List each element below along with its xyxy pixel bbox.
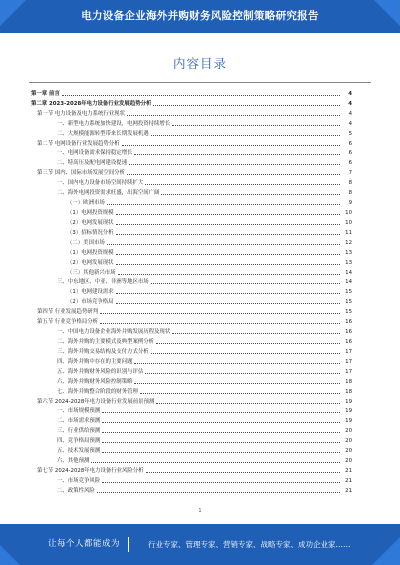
toc-leader-dots <box>145 372 340 374</box>
toc-entry[interactable] <box>31 325 352 335</box>
toc-entry[interactable] <box>31 226 352 236</box>
toc-entry[interactable] <box>31 395 352 405</box>
toc-entry[interactable] <box>31 276 352 286</box>
toc-entry-label: 一、中国电力设备企业海外并购发展历程及现状 <box>57 329 171 336</box>
toc-entry-label: 二、市场需求预测 <box>57 418 101 425</box>
toc-entry-label: （2）电网发展现状 <box>67 219 114 226</box>
toc-leader-dots <box>153 104 340 106</box>
toc-entry[interactable] <box>31 444 352 454</box>
toc-leader-dots <box>151 134 340 136</box>
toc-entry-label: 第二章 2023-2028年电力设备行业发展趋势分析 <box>31 100 152 107</box>
report-title: 电力设备企业海外并购财务风险控制策略研究报告 <box>81 10 319 22</box>
toc-entry-page: 10 <box>345 219 352 226</box>
toc-entry-page: 21 <box>345 477 352 484</box>
header-corner-decoration <box>374 0 400 26</box>
toc-entry-label: 六、海外并购财务风险控制策略 <box>57 378 133 385</box>
toc-entry-label: （3）招标情况分析 <box>67 229 114 236</box>
toc-entry[interactable] <box>31 186 352 196</box>
toc-entry-label: 五、技术发展预测 <box>57 448 101 455</box>
toc-entry-page: 14 <box>345 269 352 276</box>
toc-entry-label: 第二节 电网设备行业发展趋势分析 <box>37 140 120 147</box>
toc-entry-page: 11 <box>345 229 352 236</box>
toc-leader-dots <box>122 144 340 146</box>
toc-entry-page: 20 <box>345 458 352 465</box>
toc-entry-label: 一、新型电力系统加快建设，电网投资持续增长 <box>57 120 171 127</box>
toc-leader-dots <box>107 203 340 205</box>
toc-leader-dots <box>116 233 340 235</box>
toc-entry-label: 第四节 行业发展趋势研判 <box>37 309 99 316</box>
toc-leader-dots <box>102 411 340 413</box>
toc-leader-dots <box>91 461 340 463</box>
toc-entry-page: 16 <box>345 338 352 345</box>
toc-entry-label: 四、竞争格局预测 <box>57 438 101 445</box>
header-corner-decoration <box>0 0 26 26</box>
report-header <box>0 0 400 33</box>
toc-entry-page: 14 <box>345 279 352 286</box>
toc-leader-dots <box>145 183 340 185</box>
toc-entry-page: 21 <box>345 487 352 494</box>
footer-tagline: 行业专家、管理专家、营销专家、战略专家、成功企业家…… <box>148 540 351 549</box>
toc-entry-page: 7 <box>348 170 352 177</box>
toc-entry-page: 17 <box>345 368 352 375</box>
toc-entry-page: 18 <box>345 388 352 395</box>
toc-entry-page: 20 <box>345 428 352 435</box>
toc-entry-page: 17 <box>345 358 352 365</box>
toc-leader-dots <box>134 153 340 155</box>
toc-leader-dots <box>127 114 340 116</box>
toc-entry-page: 15 <box>345 299 352 306</box>
toc-divider <box>29 82 371 83</box>
toc-entry[interactable] <box>31 365 352 375</box>
toc-leader-dots <box>140 392 340 394</box>
toc-entry-page: 4 <box>348 90 352 97</box>
toc-entry-label: （二）美国市场 <box>67 239 105 246</box>
toc-entry[interactable] <box>31 295 352 305</box>
toc-entry[interactable] <box>31 355 352 365</box>
toc-entry-label: 二、政策性风险 <box>57 487 95 494</box>
toc-entry-label: 第五节 行业竞争格局分析 <box>37 319 99 326</box>
footer-divider <box>128 537 129 552</box>
toc-entry[interactable] <box>31 315 352 325</box>
toc-entry[interactable] <box>31 87 352 97</box>
toc-entry[interactable] <box>31 156 352 166</box>
toc-entry-page: 13 <box>345 249 352 256</box>
toc-entry-page: 8 <box>348 190 352 197</box>
toc-leader-dots <box>102 421 340 423</box>
toc-entry-page: 6 <box>348 160 352 167</box>
toc-entry-page: 13 <box>345 259 352 266</box>
toc-entry-label: 二、海外并购的主要模式及典型案例分析 <box>57 338 155 345</box>
toc-leader-dots <box>116 292 340 294</box>
toc-entry-label: （三）其他新兴市场 <box>67 269 116 276</box>
toc-entry[interactable] <box>31 464 352 474</box>
toc-entry[interactable] <box>31 484 352 494</box>
toc-entry-label: 六、其他预测 <box>57 458 90 465</box>
toc-entry-label: 四、海外并购中存在的主要问题 <box>57 358 133 365</box>
toc-entry-label: （一）欧洲市场 <box>67 200 105 207</box>
toc-leader-dots <box>116 213 340 215</box>
toc-entry[interactable] <box>31 147 352 157</box>
toc-leader-dots <box>146 471 340 473</box>
footer-corner-decoration <box>372 537 400 565</box>
toc-entry[interactable] <box>31 405 352 415</box>
toc-entry-label: 第一章 前言 <box>31 90 60 97</box>
toc-leader-dots <box>127 173 340 175</box>
toc-entry[interactable] <box>31 117 352 127</box>
toc-entry-page: 18 <box>345 378 352 385</box>
toc-entry-label: 第一节 电力设备及电力系统行业现状 <box>37 110 125 117</box>
toc-leader-dots <box>161 193 340 195</box>
toc-entry[interactable] <box>31 375 352 385</box>
toc-entry-page: 20 <box>345 438 352 445</box>
toc-heading: 内容目录 <box>172 56 227 71</box>
toc-entry-label: 一、国内电力设备市场空间持续扩大 <box>57 180 144 187</box>
toc-entry[interactable] <box>31 97 352 107</box>
toc-entry-label: 三、中东地区、中亚、非洲等地区市场 <box>57 279 149 286</box>
toc-entry-page: 4 <box>348 110 352 117</box>
footer-slogan: 让每个人都能成为 <box>48 539 121 549</box>
toc-entry[interactable] <box>31 385 352 395</box>
toc-entry-page: 12 <box>345 239 352 246</box>
toc-leader-dots <box>62 94 340 96</box>
toc-entry[interactable] <box>31 236 352 246</box>
toc-entry-page: 9 <box>348 200 352 207</box>
toc-entry-label: 第七节 2024-2028年电力设备行业风险分析 <box>37 467 144 474</box>
toc-leader-dots <box>172 124 340 126</box>
toc-entry[interactable] <box>31 434 352 444</box>
toc-entry-label: 三、行业供给预测 <box>57 428 101 435</box>
toc-entry[interactable] <box>31 206 352 216</box>
report-footer <box>0 524 400 565</box>
toc-leader-dots <box>129 163 340 165</box>
toc-entry[interactable] <box>31 256 352 266</box>
toc-entry[interactable] <box>31 107 352 117</box>
toc-entry[interactable] <box>31 454 352 464</box>
toc-leader-dots <box>151 282 340 284</box>
page-number: 1 <box>198 508 202 514</box>
toc-entry-page: 5 <box>348 130 352 137</box>
toc-entry-label: 二、海外电网投资需求旺盛，出海空间广阔 <box>57 190 160 197</box>
toc-entry-label: 二、大规模能源转型带来长期发展机遇 <box>57 130 149 137</box>
toc-entry-label: 一、市场竞争风险 <box>57 477 101 484</box>
toc-leader-dots <box>100 312 340 314</box>
toc-entry[interactable] <box>31 305 352 315</box>
toc-entry-label: 一、市场规模预测 <box>57 408 101 415</box>
toc-entry-label: 五、海外并购财务风险的识别与评估 <box>57 368 144 375</box>
toc-leader-dots <box>134 362 340 364</box>
toc-entry-label: 三、海外并购交易结构及支付方式分析 <box>57 348 149 355</box>
footer-corner-decoration <box>0 545 20 565</box>
toc-entry-page: 16 <box>345 329 352 336</box>
toc-leader-dots <box>100 322 340 324</box>
toc-entry-label: 第六节 2024-2028年电力设备行业发展前景预测 <box>37 398 155 405</box>
toc-entry-label: 二、特高压及配电网建设提速 <box>57 160 128 167</box>
toc-entry[interactable] <box>31 176 352 186</box>
toc-entry-label: 第三节 国内、国际市场发展空间分析 <box>37 170 125 177</box>
toc-leader-dots <box>116 302 340 304</box>
toc-entry-page: 6 <box>348 140 352 147</box>
toc-entry[interactable] <box>31 127 352 137</box>
toc-entry-page: 8 <box>348 180 352 187</box>
toc-entry[interactable] <box>31 474 352 484</box>
toc-entry-label: （2）市场竞争格局 <box>67 299 114 306</box>
toc-entry[interactable] <box>31 285 352 295</box>
toc-entry-label: （1）电网投资规模 <box>67 209 114 216</box>
toc-leader-dots <box>156 402 340 404</box>
toc-entry[interactable] <box>31 166 352 176</box>
toc-entry-page: 6 <box>348 150 352 157</box>
toc-entry[interactable] <box>31 137 352 147</box>
toc-leader-dots <box>118 273 340 275</box>
toc-entry-page: 10 <box>345 209 352 216</box>
toc-entry-page: 17 <box>345 348 352 355</box>
toc-entry-page: 21 <box>345 467 352 474</box>
toc-entry[interactable] <box>31 216 352 226</box>
toc-entry[interactable] <box>31 266 352 276</box>
toc-leader-dots <box>134 382 340 384</box>
toc-entry[interactable] <box>31 335 352 345</box>
toc-entry[interactable] <box>31 345 352 355</box>
toc-leader-dots <box>156 342 340 344</box>
toc-leader-dots <box>102 451 340 453</box>
toc-leader-dots <box>102 481 340 483</box>
toc-entry[interactable] <box>31 414 352 424</box>
toc-entry-page: 19 <box>345 418 352 425</box>
toc-entry-label: （1）电网建设需求 <box>67 289 114 296</box>
toc-entry-page: 15 <box>345 289 352 296</box>
toc-entry-page: 16 <box>345 319 352 326</box>
toc-entry-page: 4 <box>348 120 352 127</box>
toc-entry[interactable] <box>31 246 352 256</box>
toc-entry[interactable] <box>31 196 352 206</box>
toc-leader-dots <box>107 243 340 245</box>
toc-entry-label: （2）电网发展现状 <box>67 259 114 266</box>
toc-entry-page: 19 <box>345 408 352 415</box>
toc-leader-dots <box>116 253 340 255</box>
toc-leader-dots <box>151 352 340 354</box>
toc-entry-page: 20 <box>345 448 352 455</box>
toc-leader-dots <box>116 223 340 225</box>
table-of-contents <box>31 87 352 494</box>
toc-leader-dots <box>97 491 340 493</box>
toc-entry-label: （1）电网投资规模 <box>67 249 114 256</box>
toc-leader-dots <box>102 441 340 443</box>
toc-entry-page: 15 <box>345 309 352 316</box>
toc-entry[interactable] <box>31 424 352 434</box>
toc-entry-page: 4 <box>348 100 352 107</box>
toc-entry-page: 19 <box>345 398 352 405</box>
toc-entry-label: 一、电网设备需求保持稳定增长 <box>57 150 133 157</box>
toc-leader-dots <box>116 263 340 265</box>
toc-entry-label: 七、海外并购整合阶段的财务管理 <box>57 388 138 395</box>
toc-leader-dots <box>102 431 340 433</box>
toc-leader-dots <box>172 332 340 334</box>
